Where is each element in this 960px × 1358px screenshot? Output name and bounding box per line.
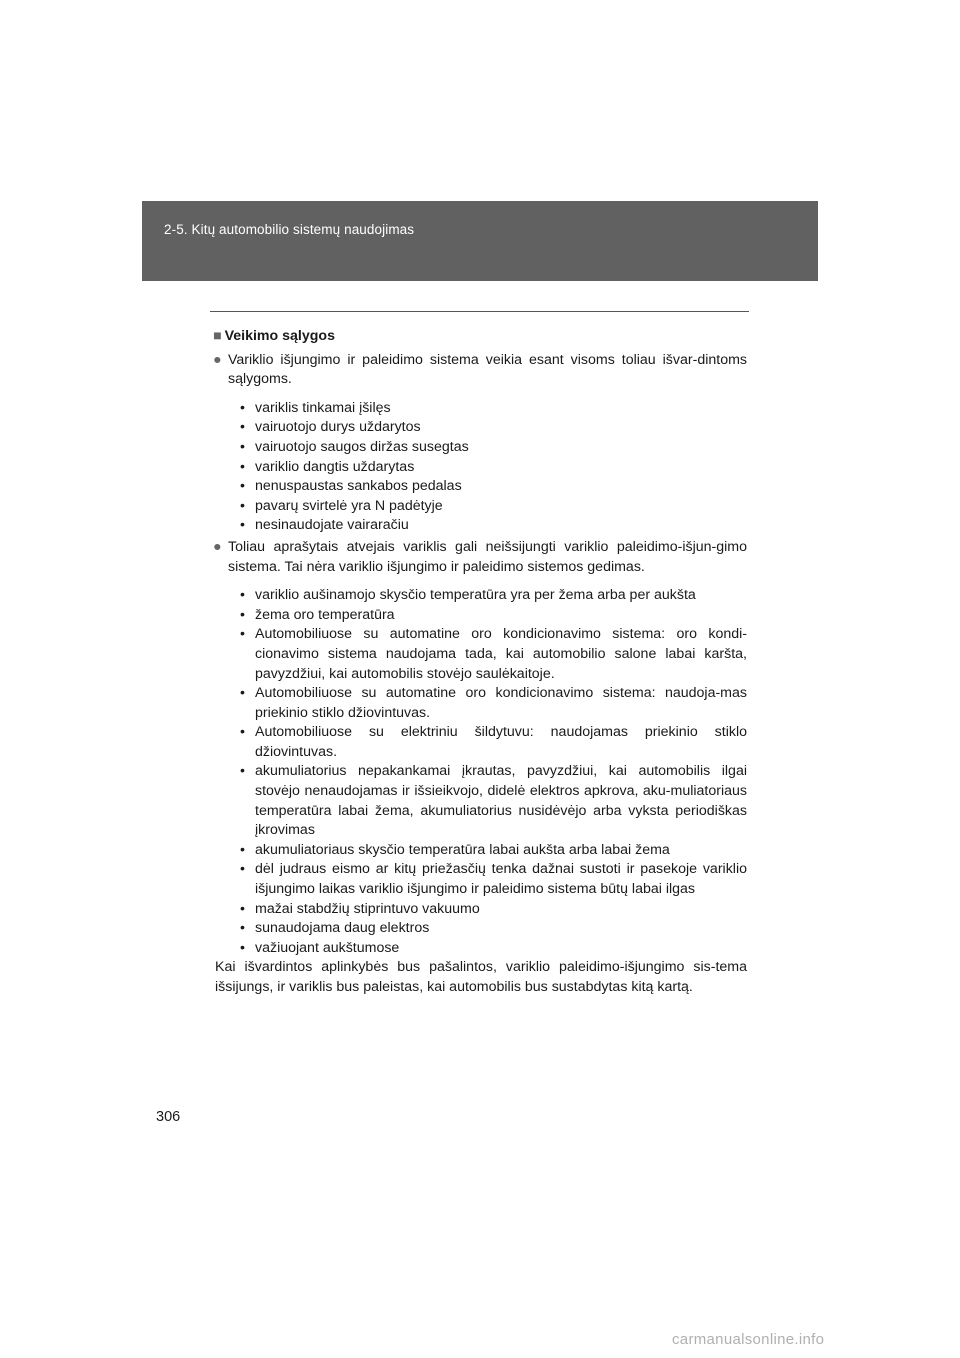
list-item: • Automobiliuose su automatine oro kondicionavimo sistema: oro kondi-cionavimo sistema naudojama tada, kai automobilio salone labai karšta, pavyzdžiui, kai automobilis stovėjo saulėkaitoje. xyxy=(240,626,747,682)
bullet-icon: • xyxy=(240,478,245,495)
page-number: 306 xyxy=(156,1109,181,1125)
bullet-icon: • xyxy=(240,920,245,937)
condition-list-1 xyxy=(213,399,747,536)
bullet-icon: • xyxy=(240,458,245,475)
bullet-icon: • xyxy=(240,939,245,956)
section-heading xyxy=(213,327,747,347)
list-item: • variklio aušinamojo skysčio temperatūra yra per žema arba per aukšta xyxy=(240,586,747,606)
list-item: • vairuotojo durys uždarytos xyxy=(240,418,747,438)
bullet-icon: • xyxy=(240,841,245,858)
condition-group-2 xyxy=(213,538,747,577)
list-item: • Automobiliuose su automatine oro kondicionavimo sistema: naudoja-mas priekinio stiklo džiovintuvas. xyxy=(240,685,747,721)
list-item: • akumuliatorius nepakankamai įkrautas, pavyzdžiui, kai automobilis ilgai stovėjo nenaudojamas ir išsieikvojo, didelė elektros apkrova, aku-muliatoriaus temperatūra labai žema, akumuliatorius nusidėvėjo arba vyksta periodiškas įkrovimas xyxy=(240,763,747,839)
bullet-icon: • xyxy=(240,900,245,917)
list-item: • vairuotojo saugos diržas susegtas xyxy=(240,438,747,458)
list-item: • variklio dangtis uždarytas xyxy=(240,458,747,478)
list-item: • dėl judraus eismo ar kitų priežasčių tenka dažnai sustoti ir pasekoje variklio išjungimo laikas variklio išjungimo ir paleidimo sistema būtų labai ilgas xyxy=(240,861,747,898)
circle-bullet-icon: ● xyxy=(213,351,222,368)
square-marker-icon: ■ xyxy=(213,328,222,344)
list-item: • akumuliatoriaus skysčio temperatūra labai aukšta arba labai žema xyxy=(240,841,747,861)
condition-list-2 xyxy=(213,586,747,958)
bullet-icon: • xyxy=(240,861,245,878)
condition-group-text: Variklio išjungimo ir paleidimo sistema veikia esant visoms toliau išvar-dintoms sąlygoms. xyxy=(228,351,747,388)
list-item: • važiuojant aukštumose xyxy=(240,939,747,959)
list-item: • pavarų svirtelė yra N padėtyje xyxy=(240,497,747,517)
list-item: • nenuspaustas sankabos pedalas xyxy=(240,477,747,497)
list-item: • sunaudojama daug elektros xyxy=(240,919,747,939)
circle-bullet-icon: ● xyxy=(213,538,222,555)
section-divider xyxy=(210,311,749,312)
list-item: • Automobiliuose su elektriniu šildytuvu: naudojamas priekinio stiklo džiovintuvas. xyxy=(240,724,747,760)
bullet-icon: • xyxy=(240,399,245,416)
bullet-icon: • xyxy=(240,685,245,702)
list-item: • žema oro temperatūra xyxy=(240,606,747,626)
bullet-icon: • xyxy=(240,497,245,514)
bullet-icon: • xyxy=(240,763,245,780)
chapter-title: 2-5. Kitų automobilio sistemų naudojimas xyxy=(164,222,415,237)
watermark-text: carmanualsonline.info xyxy=(672,1331,825,1348)
bullet-icon: • xyxy=(240,587,245,604)
bullet-icon: • xyxy=(240,626,245,643)
bullet-icon: • xyxy=(240,438,245,455)
condition-group-text: Toliau aprašytais atvejais variklis gali neišsijungti variklio paleidimo-išjun-gimo sistema. Tai nėra variklio išjungimo ir paleidimo sistemos gedimas. xyxy=(228,538,747,575)
condition-group-1 xyxy=(213,351,747,390)
bullet-icon: • xyxy=(240,606,245,623)
closing-paragraph: Kai išvardintos aplinkybės bus pašalintos, variklio paleidimo-išjungimo sis-tema išsijungs, ir variklis bus paleistas, kai automobilis bus sustabdytas kitą kartą. xyxy=(215,959,747,995)
list-item: • mažai stabdžių stiprintuvo vakuumo xyxy=(240,900,747,920)
list-item: • variklis tinkamai įšilęs xyxy=(240,399,747,419)
bullet-icon: • xyxy=(240,724,245,741)
page-content xyxy=(213,327,747,998)
bullet-icon: • xyxy=(240,517,245,534)
list-item: • nesinaudojate vairaračiu xyxy=(240,516,747,536)
bullet-icon: • xyxy=(240,419,245,436)
chapter-header-band xyxy=(142,201,818,281)
section-title: Veikimo sąlygos xyxy=(224,328,335,344)
